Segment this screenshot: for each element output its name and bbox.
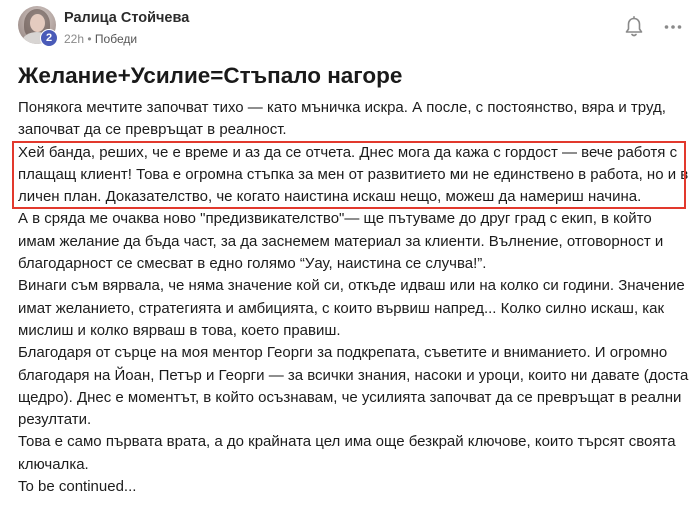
body-paragraph: Благодаря от сърце на моя ментор Георги за подкрепата, съветите и вниманието. И огромно благодаря на Йоан, Петър и Георги — за всички знания, насоки и уроци, които ни давате (доста щедро). Днес е моментът, в който осъзнавам, че усилията започват да се превръщат в реални резултати. — [18, 344, 689, 429]
post-category[interactable]: Победи — [94, 32, 138, 46]
post-body — [18, 97, 690, 498]
body-paragraph: Това е само първата врата, а до крайната цел има още безкрай ключове, които търсят своята ключалка. — [18, 433, 676, 473]
more-horizontal-icon[interactable] — [663, 17, 683, 37]
post-header — [0, 0, 700, 56]
body-paragraph: To be continued... — [18, 478, 137, 496]
meta-separator: • — [87, 32, 92, 46]
post-meta — [64, 32, 137, 46]
level-badge: 2 — [40, 29, 58, 47]
post-time: 22h — [64, 32, 85, 46]
body-paragraph: А в сряда ме очаква ново "предизвикателство"— ще пътуваме до друг град с екип, в който имам желание да бъда част, за да заснемем материал за клиенти. Вълнение, отговорност и благодарност се смесват в едно голямо “Уау, наистина се случва!”. — [18, 210, 664, 273]
bell-icon[interactable] — [624, 16, 644, 38]
post-title: Желание+Усилие=Стъпало нагоре — [18, 63, 403, 88]
body-paragraph: Хей банда, реших, че е време и аз да се отчета. Днес мога да кажа с гордост — вече работя с плащащ клиент! Това е огромна стъпка за мен от развитието ми не единствено в работа, но и в личен план. Доказателство, че когато наистина искаш нещо, можеш да намериш начина. — [18, 143, 689, 206]
body-paragraph: Понякога мечтите започват тихо — като мъничка искра. А после, с постоянство, вяра и труд, започват да се превръщат в реалност. — [18, 99, 666, 139]
author-name[interactable]: Ралица Стойчева — [64, 10, 190, 26]
body-paragraph: Винаги съм вярвала, че няма значение кой си, откъде идваш или на колко си години. Значение имат желанието, стратегията и амбицията, с които вървиш напред... Колко силно искаш, как мислиш и колко вярваш в това, което правиш. — [18, 277, 685, 339]
author-avatar[interactable] — [18, 6, 56, 44]
